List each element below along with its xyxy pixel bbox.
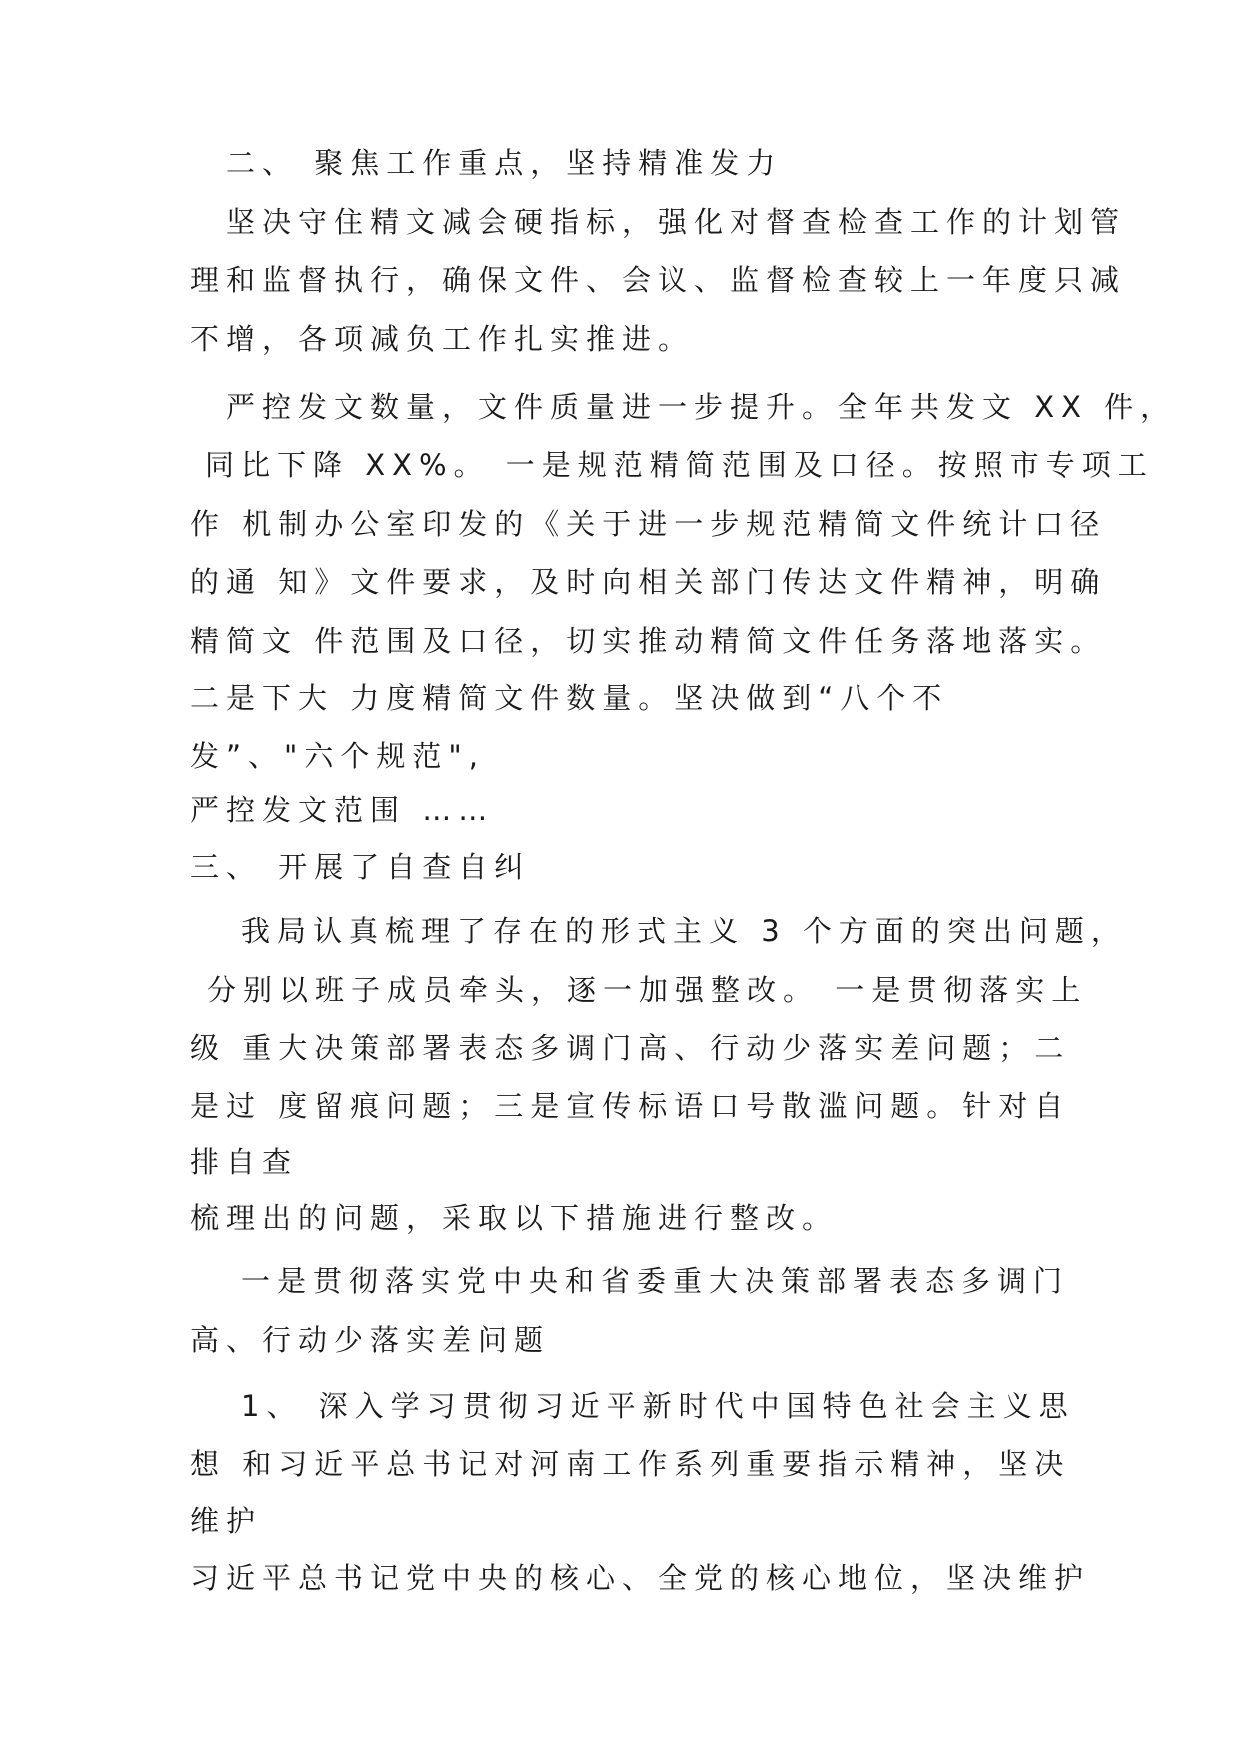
paragraph-line: 维护 [190, 1504, 263, 1538]
section-heading-3: 三、 开展了自查自纠 [190, 850, 531, 884]
paragraph-line: 不增，各项减负工作扎实推进。 [190, 322, 695, 356]
paragraph-line: 同比下降 XX%。 一是规范精简范围及口径。按照市专项工 [205, 448, 1154, 482]
paragraph-line: 梳理出的问题，采取以下措施进行整改。 [190, 1201, 839, 1235]
paragraph-line: 想 和习近平总书记对河南工作系列重要指示精神，坚决 [190, 1447, 1071, 1481]
paragraph-line: 精简文 件范围及口径，切实推动精简文件任务落地落实。 [190, 624, 1107, 658]
paragraph-line: 级 重大决策部署表态多调门高、行动少落实差问题；二 [190, 1031, 1071, 1065]
paragraph-line: 理和监督执行，确保文件、会议、监督检查较上一年度只减 [190, 263, 1127, 297]
paragraph-line: 发”、"六个规范", [190, 739, 485, 773]
paragraph-line: 高、行动少落实差问题 [190, 1323, 551, 1357]
paragraph-line: 我局认真梳理了存在的形式主义 3 个方面的突出问题， [241, 914, 1127, 948]
paragraph-line: 的通 知》文件要求，及时向相关部门传达文件精神，明确 [190, 565, 1107, 599]
section-heading-2: 二、 聚焦工作重点，坚持精准发力 [226, 146, 783, 180]
paragraph-line: 作 机制办公室印发的《关于进一步规范精简文件统计口径 [190, 507, 1107, 541]
paragraph-line: 坚决守住精文减会硬指标，强化对督查检查工作的计划管 [226, 205, 1127, 239]
paragraph-line: 习近平总书记党中央的核心、全党的核心地位，坚决维护 [190, 1561, 1091, 1595]
paragraph-line: 分别以班子成员牵头，逐一加强整改。 一是贯彻落实上 [207, 973, 1088, 1007]
paragraph-line: 一是贯彻落实党中央和省委重大决策部署表态多调门 [241, 1264, 1070, 1298]
paragraph-line: 是过 度留痕问题；三是宣传标语口号散滥问题。针对自 [190, 1089, 1071, 1123]
paragraph-line: 排自查 [190, 1145, 299, 1179]
paragraph-line: 严控发文范围 …… [190, 793, 495, 827]
paragraph-line: 严控发文数量，文件质量进一步提升。全年共发文 XX 件， [226, 390, 1177, 424]
paragraph-line: 二是下大 力度精简文件数量。坚决做到“八个不 [190, 681, 949, 715]
list-item-1: 1、 深入学习贯彻习近平新时代中国特色社会主义思 [241, 1389, 1075, 1423]
